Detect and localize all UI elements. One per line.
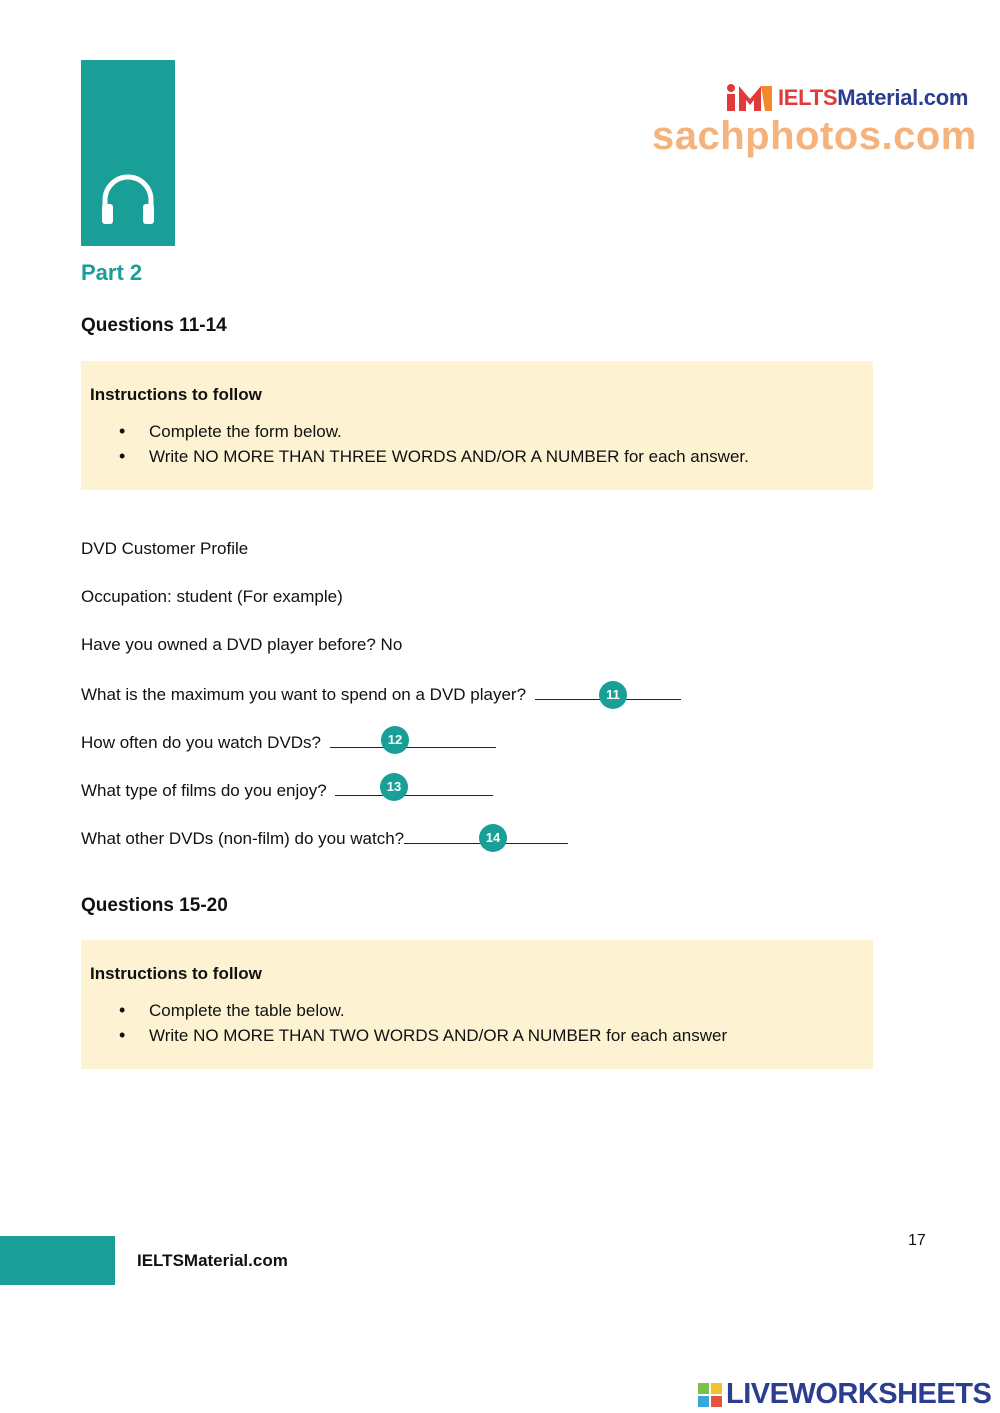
- question-number-badge-12[interactable]: 12: [381, 726, 409, 754]
- watermark: sachphotos.com: [652, 114, 977, 158]
- form-owned-line: Have you owned a DVD player before? No: [81, 635, 403, 654]
- page-number: 17: [908, 1232, 926, 1249]
- section1-heading: Questions 11-14: [81, 315, 227, 336]
- question-11-line: [81, 683, 681, 705]
- question-text: How often do you watch DVDs?: [81, 733, 326, 752]
- footer-accent-bar: [0, 1236, 115, 1285]
- instruction-item: • Complete the table below.: [119, 998, 727, 1023]
- section2-instructions-box: [81, 940, 873, 1069]
- logo-text: [778, 85, 968, 111]
- section2-heading: Questions 15-20: [81, 895, 228, 916]
- instructions-list: [119, 998, 727, 1048]
- headphones-icon: [99, 172, 157, 226]
- question-number-badge-14[interactable]: 14: [479, 824, 507, 852]
- logo-text-ielts: IELTS: [778, 85, 838, 110]
- instruction-item: • Write NO MORE THAN TWO WORDS AND/OR A NUMBER for each answer: [119, 1023, 727, 1048]
- liveworksheets-label: LIVEWORKSHEETS: [726, 1378, 992, 1410]
- answer-12-blank[interactable]: [330, 731, 496, 748]
- instruction-item: • Write NO MORE THAN THREE WORDS AND/OR A NUMBER for each answer.: [119, 444, 749, 469]
- instructions-title: Instructions to follow: [90, 964, 262, 983]
- question-12-line: [81, 731, 496, 753]
- question-number-badge-13[interactable]: 13: [380, 773, 408, 801]
- part-title: Part 2: [81, 260, 143, 285]
- form-title: DVD Customer Profile: [81, 539, 249, 558]
- footer-site: IELTSMaterial.com: [137, 1251, 288, 1270]
- liveworksheets-logo: [698, 1378, 991, 1411]
- instructions-list: [119, 419, 749, 469]
- ieltsmaterial-logo-mark-icon: [726, 83, 774, 113]
- question-text: What is the maximum you want to spend on a DVD player?: [81, 685, 531, 704]
- question-number-badge-11[interactable]: 11: [599, 681, 627, 709]
- answer-13-blank[interactable]: [335, 779, 493, 796]
- instruction-item: • Complete the form below.: [119, 419, 749, 444]
- ieltsmaterial-logo: [726, 82, 968, 114]
- form-example-line: Occupation: student (For example): [81, 587, 343, 606]
- instructions-title: Instructions to follow: [90, 385, 262, 404]
- logo-text-material: Material.com: [837, 85, 969, 110]
- question-text: What type of films do you enjoy?: [81, 781, 332, 800]
- liveworksheets-grid-icon: [698, 1383, 722, 1407]
- question-text: What other DVDs (non-film) do you watch?: [81, 829, 405, 848]
- question-13-line: [81, 779, 493, 801]
- section1-instructions-box: [81, 361, 873, 490]
